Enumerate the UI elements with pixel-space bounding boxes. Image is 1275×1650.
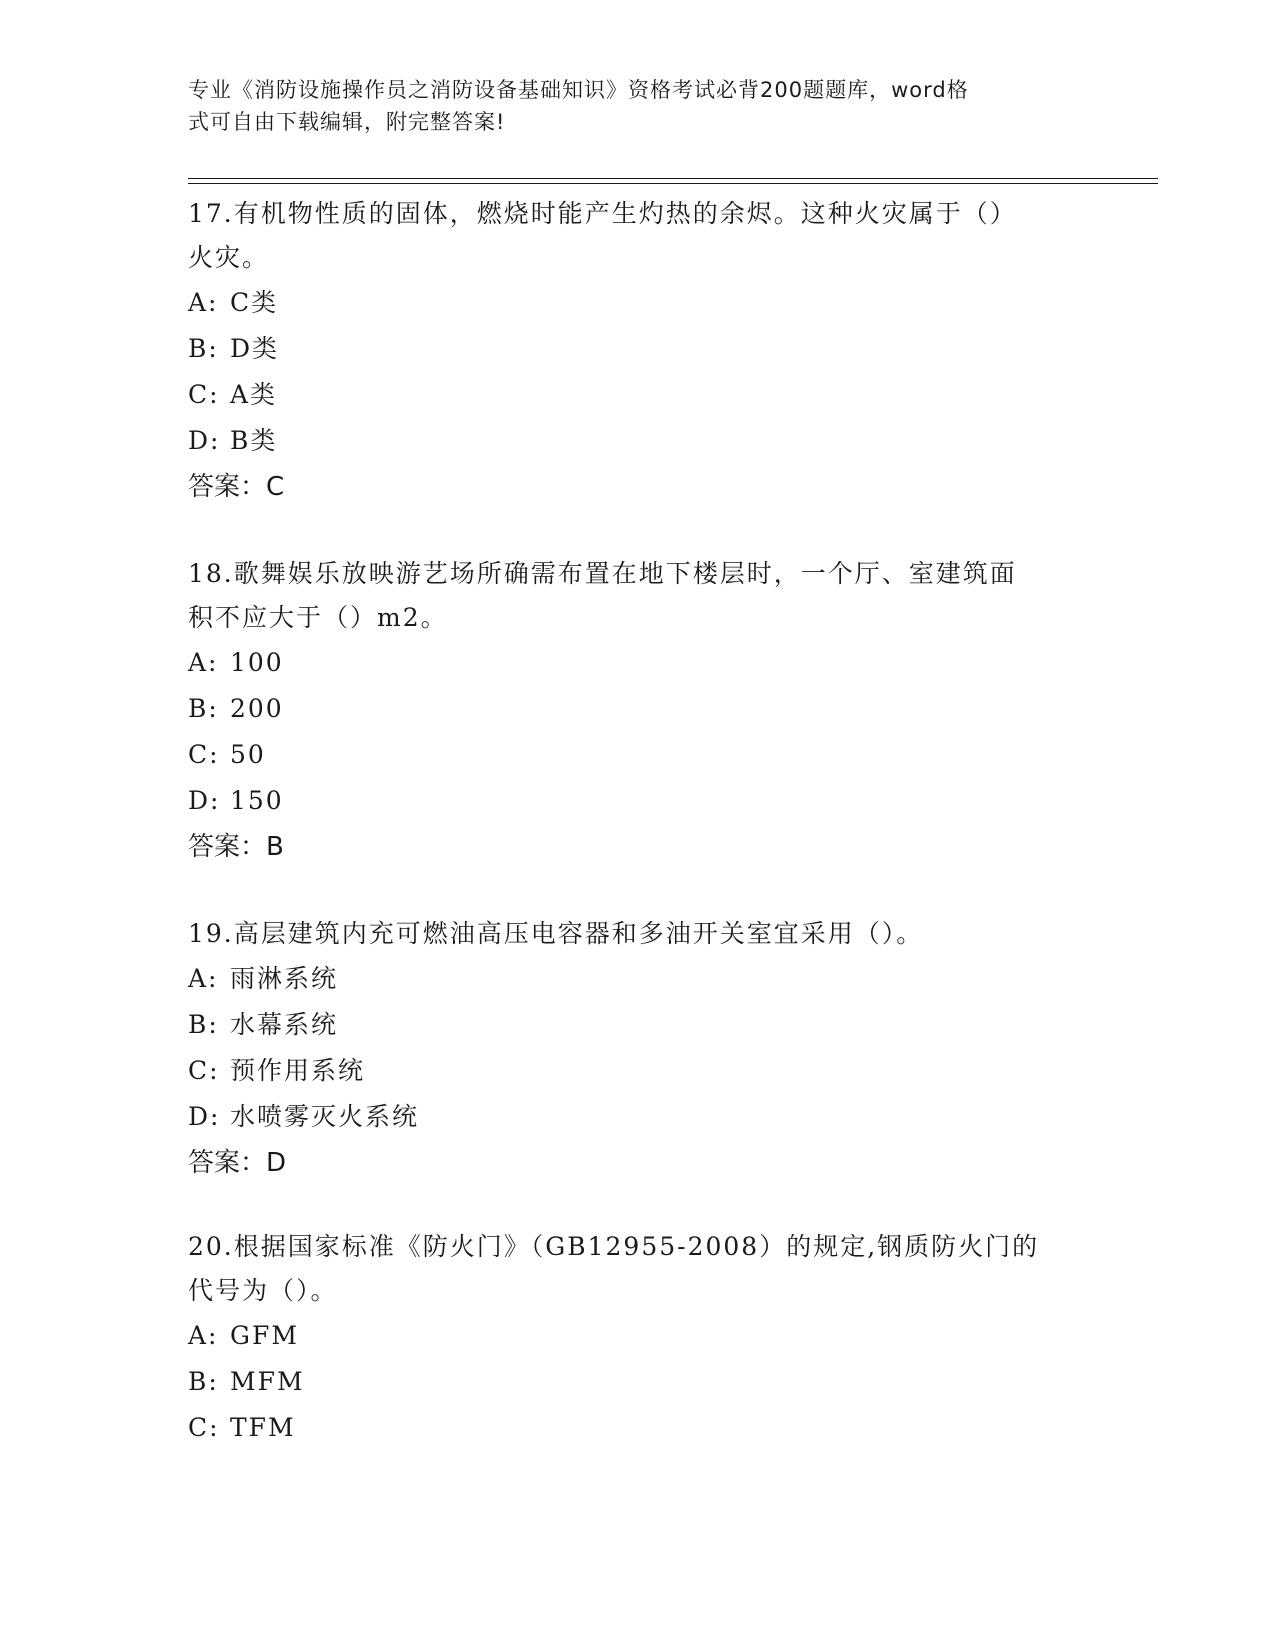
option-b: [188, 1359, 1088, 1405]
question-stem-line: 代号为（）。: [188, 1276, 338, 1305]
option-text: 水喷雾灭火系统: [230, 1102, 420, 1131]
option-label: A:: [188, 964, 219, 993]
option-b: [188, 1002, 1088, 1048]
option-c: [188, 1405, 1088, 1451]
option-label: B:: [188, 694, 219, 723]
option-text: 预作用系统: [230, 1056, 366, 1085]
question-20: [188, 1225, 1088, 1451]
option-text: 100: [230, 648, 284, 677]
option-label: D:: [188, 1102, 221, 1131]
answer: 答案：D: [188, 1148, 287, 1178]
option-d: [188, 778, 1088, 824]
option-c: [188, 732, 1088, 778]
option-c: [188, 1048, 1088, 1094]
option-b: [188, 326, 1088, 372]
option-a: [188, 956, 1088, 1002]
option-text: TFM: [230, 1413, 296, 1442]
option-label: B:: [188, 1010, 219, 1039]
option-text: GFM: [230, 1321, 299, 1350]
option-label: A:: [188, 1321, 219, 1350]
question-stem-line: 19.高层建筑内充可燃油高压电容器和多油开关室宜采用（）。: [188, 919, 924, 948]
option-d: [188, 418, 1088, 464]
option-c: [188, 372, 1088, 418]
option-text: C类: [230, 288, 279, 317]
option-text: 水幕系统: [230, 1010, 339, 1039]
option-label: C:: [188, 740, 220, 769]
header-line-2: 式可自由下载编辑，附完整答案!: [188, 110, 506, 134]
option-a: [188, 280, 1088, 326]
option-label: A:: [188, 288, 219, 317]
option-b: [188, 686, 1088, 732]
question-18: [188, 552, 1088, 870]
option-label: C:: [188, 380, 220, 409]
answer: 答案：C: [188, 472, 285, 502]
option-text: 雨淋系统: [230, 964, 339, 993]
header-line-1: 专业《消防设施操作员之消防设备基础知识》资格考试必背200题题库，word格: [188, 78, 969, 102]
option-label: B:: [188, 334, 219, 363]
question-stem-line: 17.有机物性质的固体，燃烧时能产生灼热的余烬。这种火灾属于（）: [188, 199, 1017, 228]
option-text: 200: [230, 694, 284, 723]
option-label: C:: [188, 1056, 220, 1085]
question-19: [188, 912, 1088, 1186]
option-text: 150: [230, 786, 284, 815]
header-divider-top: [188, 178, 1158, 179]
question-17: [188, 192, 1088, 510]
option-d: [188, 1094, 1088, 1140]
question-stem-line: 18.歌舞娱乐放映游艺场所确需布置在地下楼层时，一个厅、室建筑面: [188, 559, 1017, 588]
option-text: MFM: [230, 1367, 305, 1396]
document-header: [188, 74, 1068, 138]
header-divider-bottom: [188, 183, 1158, 184]
option-a: [188, 1313, 1088, 1359]
option-label: D:: [188, 426, 221, 455]
option-text: 50: [230, 740, 266, 769]
option-label: A:: [188, 648, 219, 677]
option-text: D类: [230, 334, 280, 363]
answer: 答案：B: [188, 832, 284, 862]
question-stem-line: 积不应大于（）m2。: [188, 603, 448, 632]
option-a: [188, 640, 1088, 686]
question-stem-line: 火灾。: [188, 243, 270, 272]
option-label: C:: [188, 1413, 220, 1442]
option-label: B:: [188, 1367, 219, 1396]
question-stem-line: 20.根据国家标准《防火门》（GB12955-2008）的规定,钢质防火门的: [188, 1232, 1040, 1261]
option-label: D:: [188, 786, 221, 815]
option-text: B类: [230, 426, 278, 455]
option-text: A类: [230, 380, 278, 409]
